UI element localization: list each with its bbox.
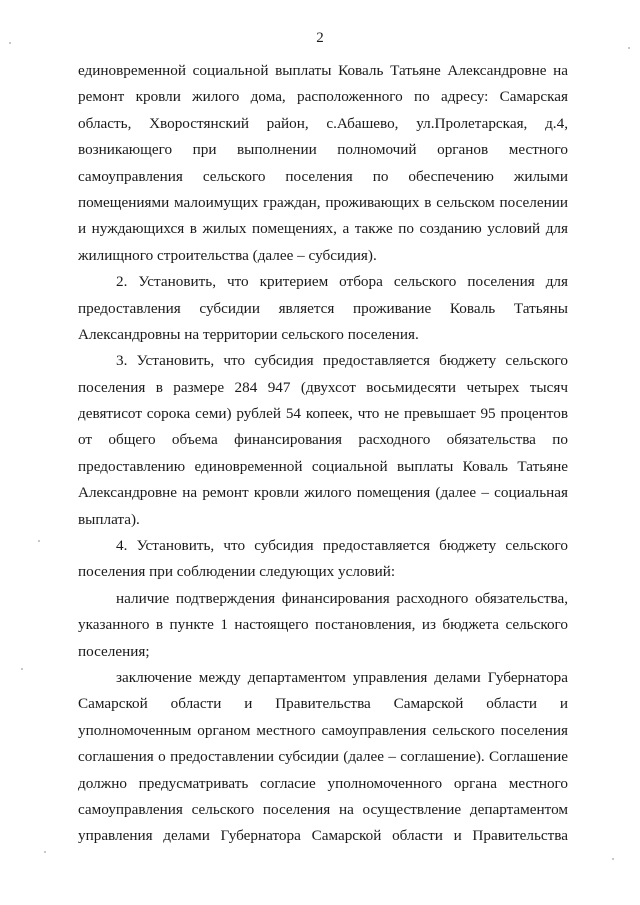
- text-line: уполномоченным органом местного самоуправления сельского поселения: [78, 721, 568, 739]
- text-line: соглашения о предоставлении субсидии (далее – соглашение). Соглашение: [78, 748, 568, 766]
- text-line: Александровне на ремонт кровли жилого помещения (далее – социальная: [78, 484, 568, 502]
- text-line: выплата).: [78, 510, 140, 528]
- text-line: Самарской области и Правительства Самарской области и: [78, 695, 568, 713]
- text-line: единовременной социальной выплаты Коваль Татьяне Александровне на: [78, 62, 568, 79]
- text-line: от общего объема финансирования расходного обязательства по: [78, 431, 568, 449]
- text-line: 4. Установить, что субсидия предоставляется бюджету сельского: [116, 537, 568, 555]
- text-line: возникающего при выполнении полномочий органов местного: [78, 141, 568, 159]
- text-line: поселения в размере 284 947 (двухсот восьмидесяти четырех тысяч: [78, 378, 568, 396]
- text-line: ремонт кровли жилого дома, расположенного по адресу: Самарская: [78, 88, 568, 106]
- text-line: 3. Установить, что субсидия предоставляется бюджету сельского: [116, 352, 568, 370]
- text-line: указанного в пункте 1 настоящего постановления, из бюджета сельского: [78, 616, 568, 634]
- scan-speck: [612, 858, 614, 860]
- text-line: девятисот сорока семи) рублей 54 копеек, что не превышает 95 процентов: [78, 405, 568, 423]
- text-line: предоставлению единовременной социальной выплаты Коваль Татьяне: [78, 457, 568, 475]
- text-line: поселения при соблюдении следующих условий:: [78, 563, 396, 581]
- document-body: [78, 58, 568, 850]
- text-line: самоуправления сельского поселения на осуществление департаментом: [78, 800, 568, 818]
- scan-speck: [44, 851, 46, 853]
- text-line: заключение между департаментом управления делами Губернатора: [116, 668, 568, 686]
- text-line: предоставления субсидии является проживание Коваль Татьяны: [78, 299, 568, 317]
- scan-speck: [38, 540, 40, 542]
- text-line: наличие подтверждения финансирования расходного обязательства,: [116, 589, 568, 607]
- text-line: управления делами Губернатора Самарской области и Правительства: [78, 827, 568, 845]
- text-line: жилищного строительства (далее – субсидия).: [78, 246, 377, 264]
- text-line: должно предусматривать согласие уполномоченного органа местного: [78, 774, 568, 792]
- text-line: помещениями малоимущих граждан, проживающих в сельском поселении: [78, 193, 568, 211]
- text-line: поселения;: [78, 642, 150, 660]
- scan-speck: [9, 42, 11, 44]
- text-line: самоуправления сельского поселения по обеспечению жилыми: [78, 167, 568, 185]
- text-line: Александровны на территории сельского поселения.: [78, 325, 419, 343]
- text-line: и нуждающихся в жилых помещениях, а также по созданию условий для: [78, 220, 568, 238]
- scan-speck: [21, 668, 23, 670]
- scan-speck: [628, 47, 630, 49]
- text-line: область, Хворостянский район, с.Абашево, ул.Пролетарская, д.4,: [78, 114, 568, 132]
- text-line: 2. Установить, что критерием отбора сельского поселения для: [116, 273, 568, 291]
- page-number: 2: [316, 30, 324, 46]
